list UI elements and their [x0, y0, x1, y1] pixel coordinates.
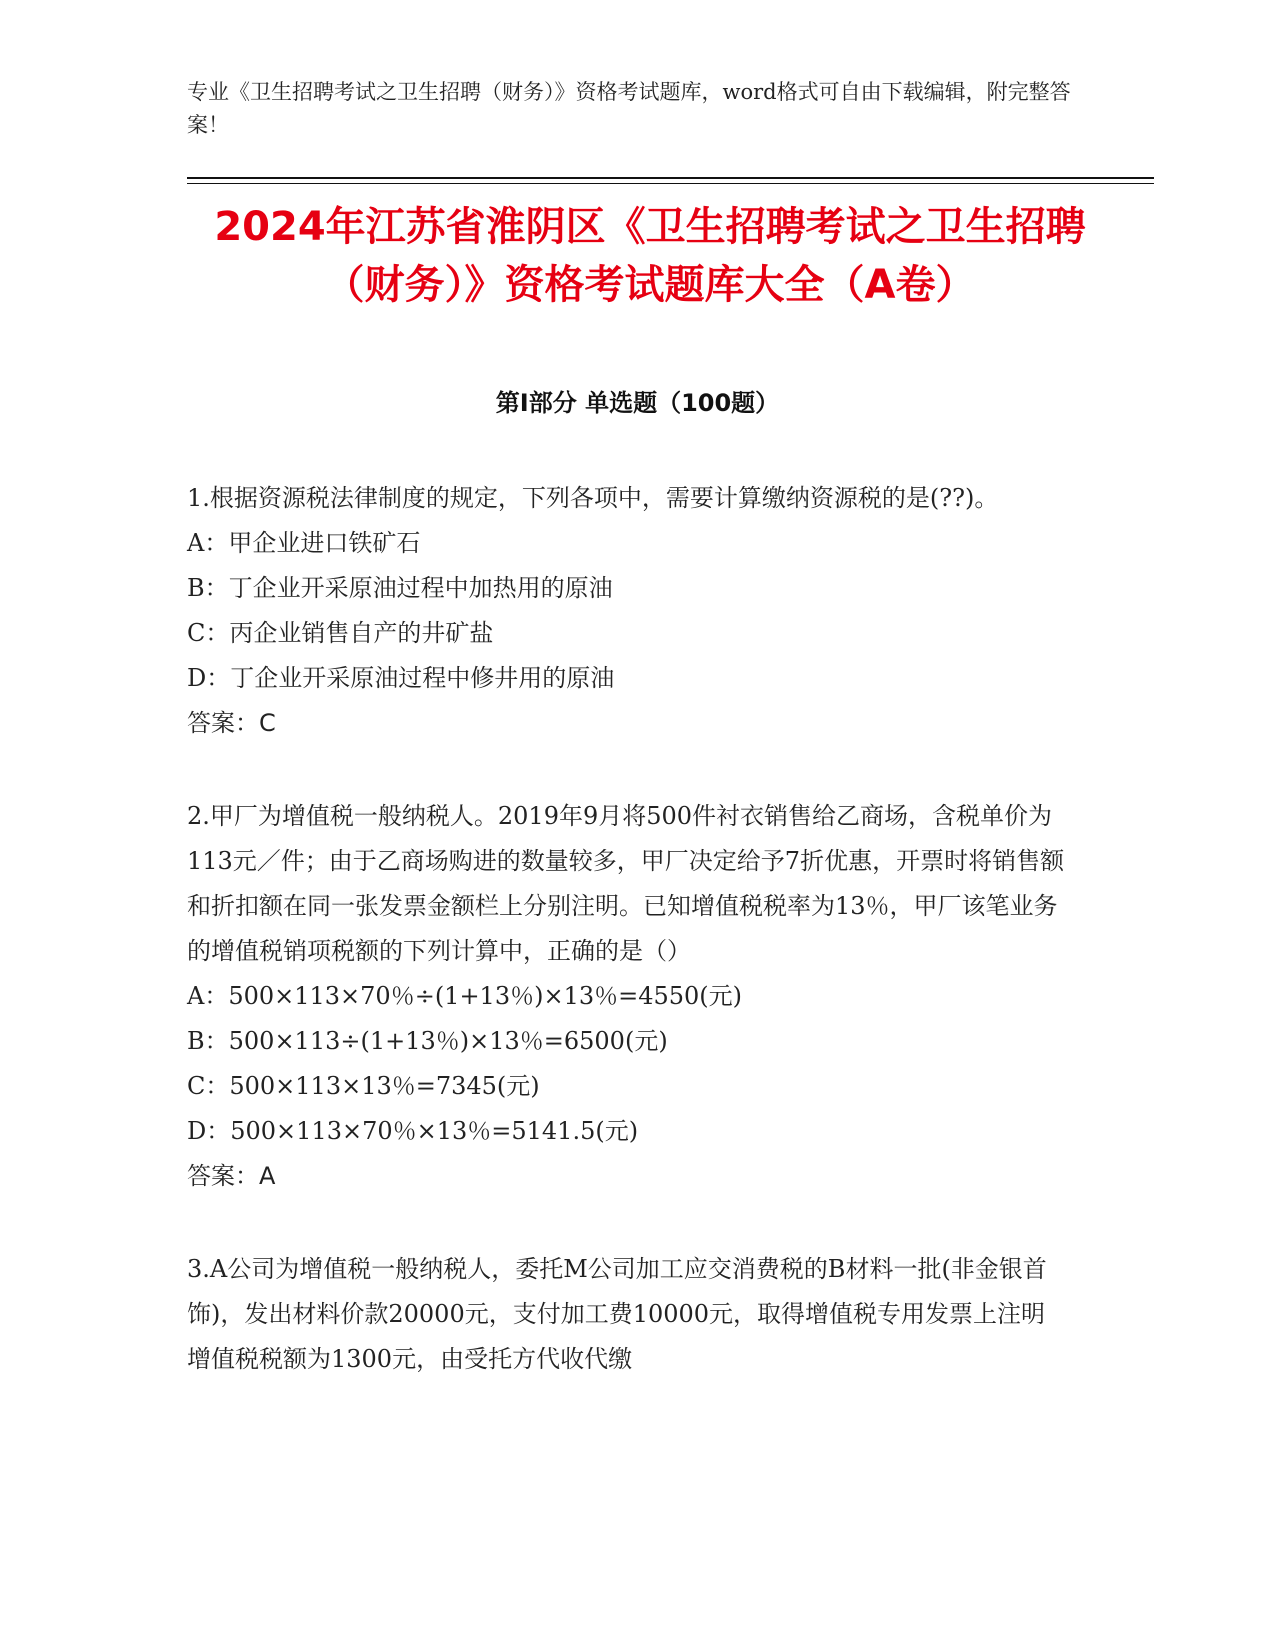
- header-note: 专业《卫生招聘考试之卫生招聘（财务）》资格考试题库，word格式可自由下载编辑，附完整答案！: [187, 80, 1071, 137]
- answer: 答案：A: [187, 1162, 276, 1190]
- answer: 答案：C: [187, 709, 276, 737]
- question-1: [187, 476, 1067, 746]
- option-b: B：丁企业开采原油过程中加热用的原油: [187, 574, 613, 602]
- question-stem: 1.根据资源税法律制度的规定，下列各项中，需要计算缴纳资源税的是(??)。: [187, 484, 999, 512]
- question-list: [187, 476, 1067, 1430]
- option-c: C：500×113×13％=7345(元): [187, 1072, 540, 1100]
- header-divider-thin: [187, 183, 1154, 184]
- question-3: [187, 1247, 1067, 1382]
- option-a: A：500×113×70％÷(1+13％)×13％=4550(元): [187, 982, 743, 1010]
- option-a: A：甲企业进口铁矿石: [187, 529, 421, 557]
- document-title: 2024年江苏省淮阴区《卫生招聘考试之卫生招聘（财务）》资格考试题库大全（A卷）: [214, 204, 1086, 308]
- question-2: [187, 794, 1067, 1199]
- question-stem: 2.甲厂为增值税一般纳税人。2019年9月将500件衬衣销售给乙商场，含税单价为113元／件；由于乙商场购进的数量较多，甲厂决定给予7折优惠，开票时将销售额和折扣额在同一张发票金额栏上分别注明。已知增值税税率为13％，甲厂该笔业务的增值税销项税额的下列计算中，正确的是（）: [187, 802, 1065, 965]
- header-divider-thick: [187, 177, 1154, 179]
- option-d: D：500×113×70％×13％=5141.5(元): [187, 1117, 639, 1145]
- option-b: B：500×113÷(1+13％)×13％=6500(元): [187, 1027, 668, 1055]
- section-heading: 第Ⅰ部分 单选题（100题）: [495, 389, 780, 417]
- option-d: D：丁企业开采原油过程中修井用的原油: [187, 664, 615, 692]
- question-stem: 3.A公司为增值税一般纳税人，委托M公司加工应交消费税的B材料一批(非金银首饰)，发出材料价款20000元，支付加工费10000元，取得增值税专用发票上注明增值税税额为1300元，由受托方代收代缴: [187, 1255, 1047, 1373]
- option-c: C：丙企业销售自产的井矿盐: [187, 619, 494, 647]
